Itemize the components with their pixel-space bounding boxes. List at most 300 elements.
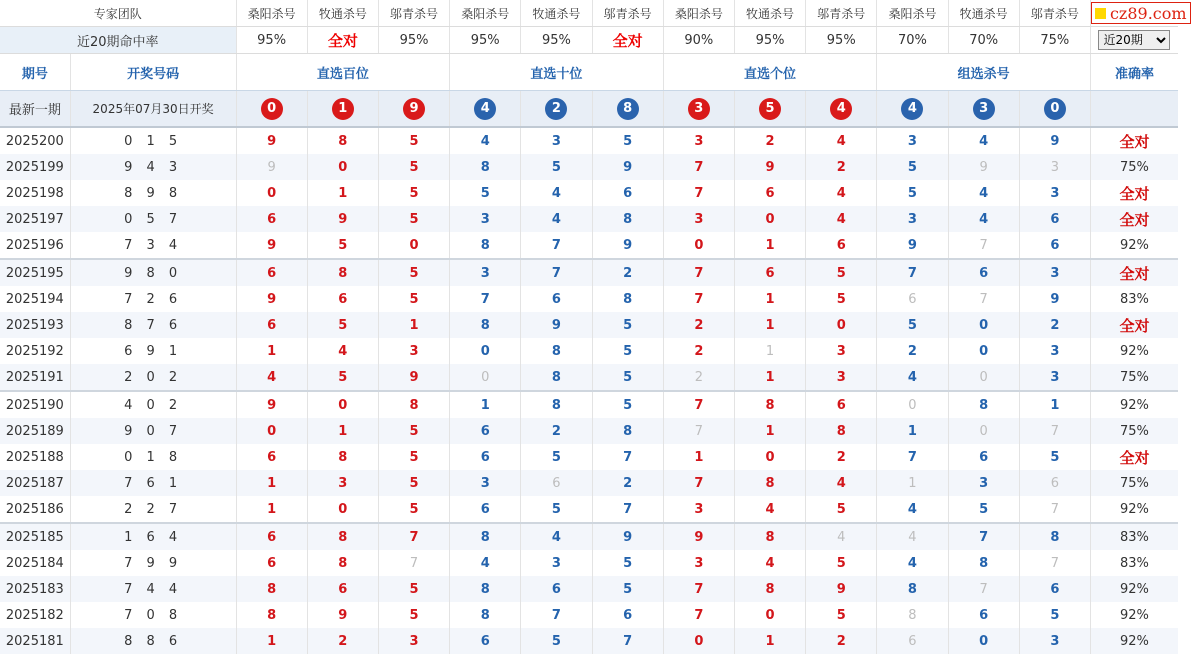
hit-rate-label: 近20期命中率 (0, 27, 236, 54)
kill-number-hit: 8 (267, 581, 277, 597)
kill-number-hit: 5 (836, 265, 846, 281)
kill-number-cell (877, 550, 948, 576)
kill-number-cell (1019, 180, 1090, 206)
kill-number-hit: 4 (551, 211, 561, 227)
kill-number-hit: 7 (694, 265, 704, 281)
kill-number-ball: 0 (261, 98, 283, 120)
kill-number-hit: 2 (694, 317, 704, 333)
kill-number-hit: 6 (267, 211, 277, 227)
kill-number-cell (877, 391, 948, 418)
kill-number-miss: 7 (694, 423, 703, 439)
kill-number-cell (592, 364, 663, 391)
kill-number-miss: 0 (908, 397, 917, 413)
kill-number-cell (663, 154, 734, 180)
kill-number-hit: 3 (338, 475, 348, 491)
kill-number-cell (378, 127, 449, 154)
kill-number-cell (663, 180, 734, 206)
kill-number-cell (877, 312, 948, 338)
kill-number-cell (236, 391, 307, 418)
expert-header-row (0, 0, 1178, 27)
expert-name: 牧通杀号 (521, 0, 592, 27)
kill-number-hit: 0 (979, 633, 989, 649)
kill-number-hit: 0 (409, 237, 419, 253)
kill-number-cell (877, 470, 948, 496)
draw-result: 8 7 6 (70, 312, 236, 338)
kill-number-cell (806, 391, 877, 418)
draw-result: 0 5 7 (70, 206, 236, 232)
kill-number-hit: 1 (694, 449, 704, 465)
kill-number-cell (307, 444, 378, 470)
kill-number-hit: 8 (551, 369, 561, 385)
kill-number-hit: 7 (694, 475, 704, 491)
kill-number-cell (521, 180, 592, 206)
kill-number-cell (663, 602, 734, 628)
issue-number: 2025196 (0, 232, 70, 259)
kill-number-cell (806, 127, 877, 154)
kill-number-cell (521, 418, 592, 444)
kill-number-miss: 7 (1050, 501, 1059, 517)
kill-number-ball: 9 (403, 98, 425, 120)
kill-number-hit: 9 (765, 159, 775, 175)
kill-number-hit: 2 (623, 265, 633, 281)
logo-cell (1090, 0, 1187, 27)
kill-number-cell (877, 602, 948, 628)
accuracy-value: 75% (1090, 418, 1178, 444)
latest-ball-cell (450, 91, 521, 128)
kill-number-cell (734, 444, 805, 470)
issue-number: 2025181 (0, 628, 70, 654)
kill-number-hit: 9 (267, 237, 277, 253)
kill-number-cell (307, 127, 378, 154)
kill-number-hit: 1 (267, 475, 277, 491)
site-logo[interactable] (1091, 2, 1191, 24)
latest-ball-cell (806, 91, 877, 128)
kill-number-hit: 6 (267, 317, 277, 333)
kill-number-cell (521, 523, 592, 550)
kill-number-hit: 3 (836, 343, 846, 359)
kill-number-hit: 5 (623, 343, 633, 359)
kill-number-hit: 8 (338, 265, 348, 281)
issue-number: 2025200 (0, 127, 70, 154)
kill-number-cell (877, 338, 948, 364)
kill-number-hit: 5 (409, 133, 419, 149)
kill-number-hit: 4 (907, 555, 917, 571)
history-row (0, 206, 1178, 232)
kill-number-hit: 8 (338, 449, 348, 465)
hit-rate: 95% (236, 27, 307, 54)
kill-number-hit: 4 (979, 211, 989, 227)
accuracy-column-header: 准确率 (1090, 54, 1178, 91)
kill-number-cell (734, 127, 805, 154)
kill-number-cell (378, 418, 449, 444)
kill-number-cell (877, 206, 948, 232)
kill-number-cell (521, 550, 592, 576)
kill-number-cell (378, 364, 449, 391)
kill-number-cell (236, 232, 307, 259)
latest-ball-cell (307, 91, 378, 128)
kill-number-hit: 5 (338, 369, 348, 385)
kill-number-miss: 1 (765, 343, 775, 359)
kill-number-hit: 1 (765, 369, 775, 385)
kill-number-cell (378, 232, 449, 259)
kill-number-cell (592, 550, 663, 576)
kill-number-hit: 4 (765, 555, 775, 571)
kill-number-hit: 6 (836, 237, 846, 253)
kill-number-cell (592, 628, 663, 654)
kill-number-cell (236, 550, 307, 576)
kill-number-cell (806, 550, 877, 576)
hit-rate-row (0, 27, 1178, 54)
kill-number-hit: 5 (836, 607, 846, 623)
draw-result: 9 4 3 (70, 154, 236, 180)
logo-text: cz89.com (1109, 3, 1187, 23)
kill-number-hit: 9 (267, 133, 277, 149)
kill-number-cell (948, 180, 1019, 206)
kill-number-hit: 7 (623, 633, 633, 649)
period-select-cell (1090, 27, 1178, 54)
kill-number-cell (592, 259, 663, 286)
kill-number-cell (1019, 259, 1090, 286)
kill-number-hit: 8 (338, 529, 348, 545)
kill-number-ball: 5 (759, 98, 781, 120)
kill-number-cell (1019, 550, 1090, 576)
issue-number: 2025188 (0, 444, 70, 470)
accuracy-value: 75% (1090, 154, 1178, 180)
expert-name: 邬青杀号 (806, 0, 877, 27)
kill-number-hit: 1 (765, 317, 775, 333)
kill-number-cell (1019, 628, 1090, 654)
kill-number-hit: 4 (836, 475, 846, 491)
issue-number: 2025185 (0, 523, 70, 550)
kill-number-cell (948, 154, 1019, 180)
kill-number-cell (592, 154, 663, 180)
accuracy-value: 全对 (1090, 259, 1178, 286)
kill-number-cell (877, 286, 948, 312)
kill-number-hit: 0 (979, 343, 989, 359)
kill-number-cell (877, 364, 948, 391)
kill-number-hit: 4 (836, 185, 846, 201)
kill-number-cell (806, 338, 877, 364)
kill-number-cell (450, 576, 521, 602)
kill-number-cell (378, 259, 449, 286)
kill-number-hit: 5 (409, 211, 419, 227)
kill-number-cell (307, 364, 378, 391)
kill-number-hit: 7 (694, 291, 704, 307)
latest-prediction-row (0, 91, 1178, 128)
kill-number-hit: 4 (267, 369, 277, 385)
kill-number-hit: 3 (694, 555, 704, 571)
kill-number-hit: 7 (694, 185, 704, 201)
kill-number-cell (1019, 418, 1090, 444)
draw-result: 7 4 4 (70, 576, 236, 602)
kill-number-hit: 2 (551, 423, 561, 439)
kill-number-cell (877, 180, 948, 206)
latest-ball-cell (734, 91, 805, 128)
kill-number-cell (663, 338, 734, 364)
history-row (0, 418, 1178, 444)
kill-number-hit: 7 (907, 265, 917, 281)
hit-rate: 95% (521, 27, 592, 54)
kill-number-cell (948, 523, 1019, 550)
kill-number-cell (521, 470, 592, 496)
history-row (0, 628, 1178, 654)
kill-number-miss: 7 (409, 555, 419, 571)
kill-number-hit: 5 (907, 185, 917, 201)
expert-name: 桑阳杀号 (236, 0, 307, 27)
expert-name: 桑阳杀号 (663, 0, 734, 27)
kill-number-miss: 7 (979, 291, 988, 307)
kill-number-hit: 4 (979, 133, 989, 149)
kill-number-cell (592, 602, 663, 628)
kill-number-hit: 1 (409, 317, 419, 333)
accuracy-value: 92% (1090, 391, 1178, 418)
kill-number-hit: 6 (765, 265, 775, 281)
accuracy-value: 全对 (1119, 132, 1150, 151)
kill-number-cell (948, 418, 1019, 444)
issue-number: 2025193 (0, 312, 70, 338)
kill-number-hit: 5 (623, 397, 633, 413)
kill-number-miss: 4 (908, 529, 917, 545)
kill-number-cell (1019, 602, 1090, 628)
kill-number-hit: 1 (765, 423, 775, 439)
draw-result: 4 0 2 (70, 391, 236, 418)
kill-number-cell (806, 286, 877, 312)
kill-number-hit: 4 (551, 529, 561, 545)
kill-number-cell (1019, 127, 1090, 154)
kill-number-miss: 6 (552, 475, 561, 491)
kill-number-hit: 2 (836, 633, 846, 649)
kill-number-hit: 4 (979, 185, 989, 201)
latest-ball-cell (948, 91, 1019, 128)
kill-number-cell (948, 338, 1019, 364)
kill-number-hit: 3 (409, 633, 419, 649)
kill-number-cell (450, 232, 521, 259)
accuracy-value: 全对 (1119, 448, 1150, 467)
kill-number-cell (734, 496, 805, 523)
kill-number-cell (734, 364, 805, 391)
draw-result: 9 8 0 (70, 259, 236, 286)
kill-number-hit: 0 (765, 607, 775, 623)
hit-rate: 90% (663, 27, 734, 54)
kill-number-hit: 6 (480, 449, 490, 465)
expert-name: 邬青杀号 (378, 0, 449, 27)
kill-number-cell (663, 550, 734, 576)
kill-number-cell (521, 154, 592, 180)
kill-number-hit: 8 (623, 423, 633, 439)
kill-number-cell (450, 312, 521, 338)
kill-number-cell (948, 312, 1019, 338)
kill-number-cell (734, 470, 805, 496)
kill-number-miss: 0 (979, 423, 988, 439)
kill-number-hit: 9 (551, 317, 561, 333)
kill-number-cell (450, 206, 521, 232)
kill-number-hit: 0 (338, 501, 348, 517)
kill-number-hit: 8 (623, 211, 633, 227)
kill-number-cell (236, 259, 307, 286)
expert-name: 牧通杀号 (948, 0, 1019, 27)
kill-number-hit: 5 (907, 317, 917, 333)
kill-number-hit: 8 (267, 607, 277, 623)
expert-name: 桑阳杀号 (450, 0, 521, 27)
kill-number-cell (948, 444, 1019, 470)
kill-number-cell (663, 523, 734, 550)
kill-number-cell (663, 286, 734, 312)
kill-number-cell (450, 470, 521, 496)
kill-number-cell (1019, 523, 1090, 550)
kill-number-cell (734, 523, 805, 550)
kill-number-cell (307, 628, 378, 654)
kill-number-cell (663, 391, 734, 418)
issue-number: 2025182 (0, 602, 70, 628)
kill-number-cell (378, 576, 449, 602)
draw-result: 7 0 8 (70, 602, 236, 628)
kill-number-ball: 4 (474, 98, 496, 120)
kill-number-hit: 7 (979, 529, 989, 545)
group-header-row (0, 54, 1178, 91)
kill-number-cell (806, 496, 877, 523)
kill-number-cell (948, 602, 1019, 628)
hit-rate: 70% (948, 27, 1019, 54)
hit-rate: 75% (1019, 27, 1090, 54)
latest-ball-cell (1019, 91, 1090, 128)
kill-number-cell (663, 444, 734, 470)
kill-number-hit: 5 (907, 159, 917, 175)
history-row (0, 312, 1178, 338)
kill-number-cell (236, 206, 307, 232)
hit-rate: 全对 (307, 27, 378, 54)
kill-number-miss: 7 (1050, 423, 1059, 439)
period-select[interactable] (1098, 30, 1170, 50)
kill-number-hit: 6 (480, 633, 490, 649)
history-row (0, 391, 1178, 418)
kill-number-cell (307, 312, 378, 338)
kill-number-hit: 5 (623, 555, 633, 571)
kill-number-cell (378, 180, 449, 206)
kill-number-hit: 0 (480, 343, 490, 359)
accuracy-value: 92% (1120, 501, 1149, 517)
kill-number-hit: 0 (979, 317, 989, 333)
draw-column-header: 开奖号码 (70, 54, 236, 91)
kill-number-hit: 3 (1050, 369, 1060, 385)
kill-number-hit: 5 (623, 133, 633, 149)
kill-number-cell (236, 286, 307, 312)
kill-number-cell (378, 602, 449, 628)
kill-number-hit: 5 (623, 317, 633, 333)
kill-number-cell (450, 444, 521, 470)
history-row (0, 232, 1178, 259)
tens-group-header: 直选十位 (450, 54, 664, 91)
kill-number-cell (734, 312, 805, 338)
kill-number-cell (663, 576, 734, 602)
kill-number-hit: 7 (694, 159, 704, 175)
kill-number-cell (307, 286, 378, 312)
kill-number-cell (1019, 338, 1090, 364)
kill-number-hit: 9 (694, 529, 704, 545)
accuracy-value: 83% (1120, 291, 1149, 307)
kill-number-cell (307, 338, 378, 364)
kill-number-hit: 9 (623, 529, 633, 545)
kill-number-hit: 6 (480, 501, 490, 517)
kill-number-cell (734, 602, 805, 628)
kill-number-hit: 7 (551, 237, 561, 253)
kill-number-hit: 9 (267, 397, 277, 413)
kill-number-cell (663, 418, 734, 444)
kill-number-hit: 3 (480, 211, 490, 227)
kill-number-cell (806, 232, 877, 259)
kill-number-cell (734, 232, 805, 259)
kill-number-cell (877, 418, 948, 444)
kill-number-cell (450, 628, 521, 654)
kill-number-hit: 1 (1050, 397, 1060, 413)
kill-number-cell (378, 444, 449, 470)
kill-number-hit: 7 (694, 581, 704, 597)
kill-number-ball: 4 (901, 98, 923, 120)
kill-number-hit: 8 (765, 475, 775, 491)
latest-ball-cell (592, 91, 663, 128)
kill-number-hit: 5 (409, 185, 419, 201)
kill-number-hit: 1 (765, 633, 775, 649)
kill-number-cell (450, 364, 521, 391)
kill-number-cell (592, 391, 663, 418)
kill-number-cell (378, 496, 449, 523)
kill-number-cell (236, 127, 307, 154)
kill-number-cell (877, 628, 948, 654)
kill-number-cell (806, 523, 877, 550)
kill-number-cell (236, 154, 307, 180)
history-row (0, 576, 1178, 602)
kill-number-hit: 5 (1050, 607, 1060, 623)
kill-number-hit: 2 (623, 475, 633, 491)
kill-number-hit: 4 (551, 185, 561, 201)
kill-number-hit: 9 (623, 159, 633, 175)
kill-number-hit: 3 (1050, 185, 1060, 201)
kill-number-miss: 7 (979, 581, 988, 597)
kill-number-hit: 0 (267, 185, 277, 201)
accuracy-value: 75% (1090, 364, 1178, 391)
issue-number: 2025187 (0, 470, 70, 496)
kill-number-miss: 1 (908, 475, 917, 491)
kill-number-cell (592, 523, 663, 550)
kill-number-cell (521, 286, 592, 312)
kill-number-hit: 5 (338, 237, 348, 253)
kill-number-hit: 1 (480, 397, 490, 413)
kill-number-cell (734, 550, 805, 576)
kill-number-hit: 3 (979, 475, 989, 491)
kill-number-cell (450, 496, 521, 523)
kill-number-hit: 0 (338, 159, 348, 175)
accuracy-value: 92% (1090, 576, 1178, 602)
kill-number-cell (806, 628, 877, 654)
history-row (0, 444, 1178, 470)
kill-number-hit: 4 (907, 369, 917, 385)
kill-number-hit: 6 (338, 581, 348, 597)
kill-number-cell (806, 602, 877, 628)
kill-number-cell (450, 127, 521, 154)
kill-number-hit: 9 (623, 237, 633, 253)
kill-number-cell (521, 602, 592, 628)
accuracy-value: 92% (1120, 237, 1149, 253)
kill-number-cell (1019, 154, 1090, 180)
kill-number-hit: 5 (979, 501, 989, 517)
kill-number-cell (663, 206, 734, 232)
kill-number-cell (592, 576, 663, 602)
kill-number-miss: 8 (908, 607, 917, 623)
kill-number-cell (592, 470, 663, 496)
kill-number-hit: 1 (765, 237, 775, 253)
kill-number-miss: 2 (694, 369, 703, 385)
kill-number-cell (806, 180, 877, 206)
kill-number-hit: 2 (694, 343, 704, 359)
